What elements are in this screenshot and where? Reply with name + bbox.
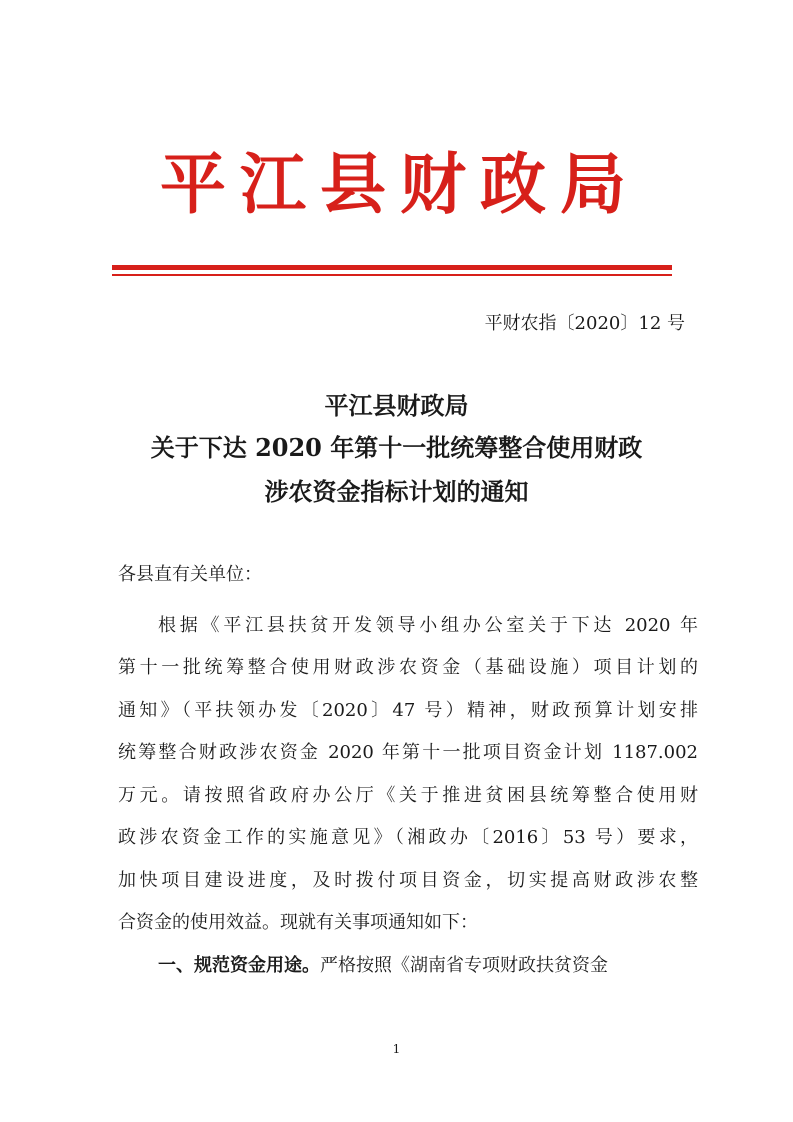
title-line-3: 涉农资金指标计划的通知 bbox=[264, 477, 529, 506]
page-number: 1 bbox=[392, 1042, 401, 1056]
body-line-7: 加快项目建设进度，及时拨付项目资金，切实提高财政涉农整 bbox=[118, 870, 698, 891]
body-line-2: 第十一批统筹整合使用财政涉农资金（基础设施）项目计划的 bbox=[118, 657, 698, 678]
body-line-4: 统筹整合财政涉农资金 2020 年第十一批项目资金计划 1187.002 bbox=[118, 742, 698, 763]
section-1-heading: 一、规范资金用途。 bbox=[158, 955, 320, 976]
document-number: 平财农指〔2020〕12 号 bbox=[484, 313, 685, 334]
title-line-2: 关于下达 2020 年第十一批统筹整合使用财政 bbox=[150, 433, 643, 462]
body-line-6: 政涉农资金工作的实施意见》（湘政办〔2016〕53 号）要求， bbox=[118, 827, 698, 848]
agency-masthead: 平江县财政局 bbox=[160, 146, 640, 223]
masthead-red-line-thick bbox=[112, 265, 672, 270]
section-1-text: 严格按照《湖南省专项财政扶贫资金 bbox=[320, 955, 608, 976]
masthead-red-line-thin bbox=[112, 274, 672, 276]
body-line-8: 合资金的使用效益。现就有关事项通知如下： bbox=[118, 912, 478, 933]
title-line-1: 平江县财政局 bbox=[324, 391, 469, 420]
body-line-3: 通知》（平扶领办发〔2020〕47 号）精神，财政预算计划安排 bbox=[118, 700, 698, 721]
body-line-1: 根据《平江县扶贫开发领导小组办公室关于下达 2020 年 bbox=[158, 615, 698, 636]
section-1-line bbox=[158, 954, 698, 978]
body-line-5: 万元。请按照省政府办公厅《关于推进贫困县统筹整合使用财 bbox=[118, 785, 698, 806]
salutation: 各县直有关单位： bbox=[118, 564, 262, 585]
